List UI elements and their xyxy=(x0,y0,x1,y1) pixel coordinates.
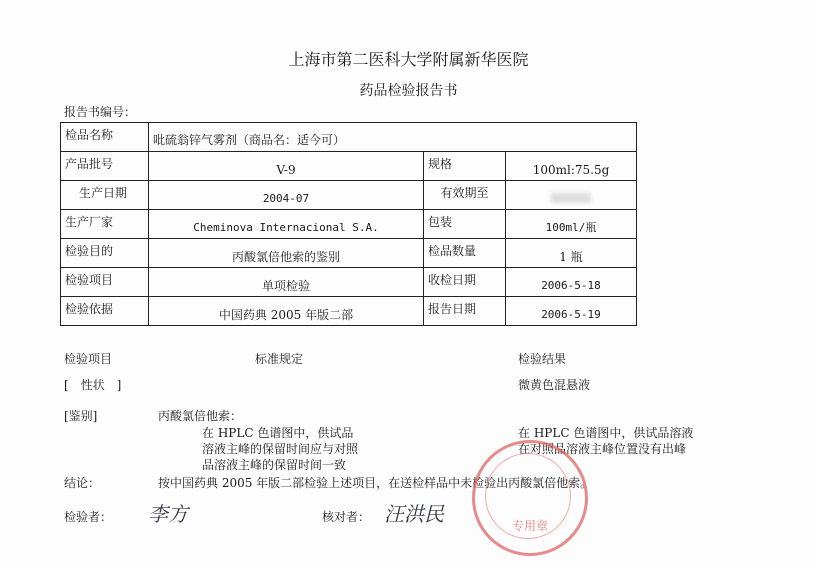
inspector-label: 检验者： xyxy=(64,510,113,524)
basis-value: 中国药典 2005 年版二部 xyxy=(149,297,424,326)
expiry-label: 有效期至 xyxy=(424,181,506,210)
sample-info-table xyxy=(60,122,637,326)
ident-std-line: 在 HPLC 色谱图中，供试品 xyxy=(202,426,354,440)
ident-std-line: 溶液主峰的保留时间应与对照 xyxy=(202,442,359,456)
quantity-label: 检品数量 xyxy=(424,239,506,268)
quantity-value: 1 瓶 xyxy=(506,239,637,268)
col-item-header: 检验项目 xyxy=(64,352,113,366)
official-stamp xyxy=(472,440,588,556)
manufacturer-label: 生产厂家 xyxy=(61,210,149,239)
item-label: 检验项目 xyxy=(61,268,149,297)
report-title: 药品检验报告书 xyxy=(359,83,458,99)
ident-result-line: 在对照品溶液主峰位置没有出峰 xyxy=(518,442,687,456)
inspector-signature: 李方 xyxy=(148,502,188,526)
stamp-text: 专用章 xyxy=(511,519,548,533)
received-value: 2006-5-18 xyxy=(506,268,637,297)
report-date-label: 报告日期 xyxy=(424,297,506,326)
purpose-label: 检验目的 xyxy=(61,239,149,268)
batch-value: V-9 xyxy=(149,152,424,181)
sample-name-label: 检品名称 xyxy=(61,123,149,152)
report-date-value: 2006-5-19 xyxy=(506,297,637,326)
report-number-label: 报告书编号： xyxy=(64,105,137,119)
col-result-header: 检验结果 xyxy=(518,352,567,366)
purpose-value: 丙酸氯倍他索的鉴别 xyxy=(149,239,424,268)
ident-substance: 丙酸氯倍他索： xyxy=(158,409,243,423)
conclusion-text: 按中国药典 2005 年版二部检验上述项目，在送检样品中未检验出丙酸氯倍他索。 xyxy=(158,476,593,490)
appearance-result: 微黄色混悬液 xyxy=(518,378,591,392)
sample-name: 吡硫翁锌气雾剂（商品名：适今可） xyxy=(149,123,637,152)
package-value: 100ml/瓶 xyxy=(506,210,637,239)
ident-std-line: 品溶液主峰的保留时间一致 xyxy=(202,458,347,472)
appearance-label: [ 性状 ] xyxy=(64,378,122,392)
basis-label: 检验依据 xyxy=(61,297,149,326)
col-standard-header: 标准规定 xyxy=(255,352,304,366)
mfg-date-value: 2004-07 xyxy=(149,181,424,210)
ident-result-line: 在 HPLC 色谱图中，供试品溶液 xyxy=(518,426,694,440)
batch-label: 产品批号 xyxy=(61,152,149,181)
spec-label: 规格 xyxy=(424,152,506,181)
conclusion-label: 结论： xyxy=(64,476,101,490)
spec-value: 100ml:75.5g xyxy=(506,152,637,181)
hospital-title: 上海市第二医科大学附属新华医院 xyxy=(288,50,529,69)
mfg-date-label: 生产日期 xyxy=(61,181,149,210)
checker-signature: 汪洪民 xyxy=(384,502,444,526)
item-value: 单项检验 xyxy=(149,268,424,297)
received-label: 收检日期 xyxy=(424,268,506,297)
expiry-value-redacted xyxy=(506,181,637,210)
checker-label: 核对者： xyxy=(322,510,371,524)
identification-label: [鉴别] xyxy=(64,409,98,423)
package-label: 包装 xyxy=(424,210,506,239)
manufacturer-value: Cheminova Internacional S.A. xyxy=(149,210,424,239)
